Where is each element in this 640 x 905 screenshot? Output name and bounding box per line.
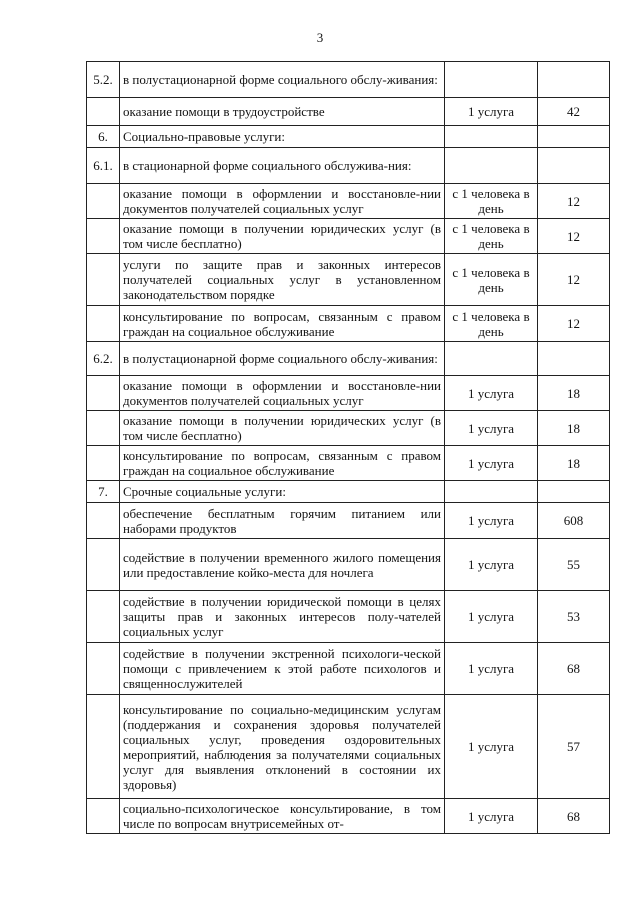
service-value: 608 (538, 503, 610, 539)
service-value: 42 (538, 98, 610, 126)
unit-of-service: 1 услуга (445, 503, 538, 539)
service-description: содействие в получении экстренной психологи-ческой помощи с привлечением к этой работе психологов и священнослужителей (120, 643, 445, 695)
row-number (87, 254, 120, 306)
service-value (538, 126, 610, 148)
row-number (87, 184, 120, 219)
unit-of-service: 1 услуга (445, 98, 538, 126)
unit-of-service: 1 услуга (445, 643, 538, 695)
table-row (87, 539, 610, 591)
unit-of-service: с 1 человека в день (445, 184, 538, 219)
row-number (87, 503, 120, 539)
service-value: 57 (538, 695, 610, 799)
row-number: 6.1. (87, 148, 120, 184)
service-value (538, 481, 610, 503)
table-row (87, 799, 610, 834)
unit-of-service (445, 481, 538, 503)
page-number: 3 (316, 30, 324, 45)
service-description: консультирование по вопросам, связанным с правом граждан на социальное обслуживание (120, 306, 445, 342)
unit-of-service (445, 62, 538, 98)
service-description: консультирование по вопросам, связанным с правом граждан на социальное обслуживание (120, 446, 445, 481)
service-description: в стационарной форме социального обслужива-ния: (120, 148, 445, 184)
table-row (87, 446, 610, 481)
row-number (87, 411, 120, 446)
service-description: оказание помощи в оформлении и восстановле-нии документов получателей социальных услуг (120, 376, 445, 411)
service-value: 68 (538, 643, 610, 695)
unit-of-service (445, 148, 538, 184)
row-number: 7. (87, 481, 120, 503)
table-row (87, 643, 610, 695)
service-value: 12 (538, 254, 610, 306)
service-description: в полустационарной форме социального обслу-живания: (120, 62, 445, 98)
unit-of-service (445, 126, 538, 148)
row-number (87, 539, 120, 591)
service-description: оказание помощи в получении юридических услуг (в том числе бесплатно) (120, 411, 445, 446)
service-description: услуги по защите прав и законных интересов получателей социальных услуг в установленном законодательством порядке (120, 254, 445, 306)
section-row (87, 62, 610, 98)
service-description: обеспечение бесплатным горячим питанием или наборами продуктов (120, 503, 445, 539)
table-row (87, 254, 610, 306)
service-value: 12 (538, 219, 610, 254)
section-row (87, 148, 610, 184)
service-description: Социально-правовые услуги: (120, 126, 445, 148)
unit-of-service: 1 услуга (445, 695, 538, 799)
row-number (87, 98, 120, 126)
services-table (86, 61, 610, 834)
service-description: оказание помощи в получении юридических услуг (в том числе бесплатно) (120, 219, 445, 254)
service-description: содействие в получении юридической помощи в целях защиты прав и законных интересов полу-чателей социальных услуг (120, 591, 445, 643)
service-value: 18 (538, 376, 610, 411)
unit-of-service: с 1 человека в день (445, 219, 538, 254)
section-row (87, 342, 610, 376)
row-number (87, 376, 120, 411)
row-number: 6.2. (87, 342, 120, 376)
service-description: оказание помощи в оформлении и восстановле-нии документов получателей социальных услуг (120, 184, 445, 219)
section-row (87, 126, 610, 148)
unit-of-service: 1 услуга (445, 799, 538, 834)
unit-of-service: с 1 человека в день (445, 254, 538, 306)
row-number (87, 799, 120, 834)
row-number: 5.2. (87, 62, 120, 98)
unit-of-service: с 1 человека в день (445, 306, 538, 342)
table-row (87, 591, 610, 643)
table-row (87, 503, 610, 539)
unit-of-service: 1 услуга (445, 591, 538, 643)
service-description: оказание помощи в трудоустройстве (120, 98, 445, 126)
service-description: консультирование по социально-медицинским услугам (поддержания и сохранения здоровья получателей социальных услуг, проведения оздоровительных мероприятий, наблюдения за получателями социальных услуг для выявления отклонений в состоянии их здоровья) (120, 695, 445, 799)
service-value: 12 (538, 184, 610, 219)
table-row (87, 219, 610, 254)
section-row (87, 481, 610, 503)
row-number: 6. (87, 126, 120, 148)
row-number (87, 446, 120, 481)
table-body (87, 62, 610, 834)
table-row (87, 411, 610, 446)
table-row (87, 306, 610, 342)
unit-of-service: 1 услуга (445, 539, 538, 591)
row-number (87, 643, 120, 695)
service-value: 53 (538, 591, 610, 643)
unit-of-service: 1 услуга (445, 376, 538, 411)
table-row (87, 376, 610, 411)
service-value (538, 62, 610, 98)
table-row (87, 184, 610, 219)
unit-of-service: 1 услуга (445, 446, 538, 481)
row-number (87, 306, 120, 342)
service-value (538, 148, 610, 184)
row-number (87, 695, 120, 799)
row-number (87, 219, 120, 254)
table-row (87, 98, 610, 126)
unit-of-service (445, 342, 538, 376)
row-number (87, 591, 120, 643)
service-description: в полустационарной форме социального обслу-живания: (120, 342, 445, 376)
service-description: содействие в получении временного жилого помещения или предоставление койко-места для ночлега (120, 539, 445, 591)
unit-of-service: 1 услуга (445, 411, 538, 446)
service-value: 55 (538, 539, 610, 591)
service-value: 68 (538, 799, 610, 834)
service-value: 18 (538, 446, 610, 481)
table-row (87, 695, 610, 799)
service-description: социально-психологическое консультирование, в том числе по вопросам внутрисемейных от- (120, 799, 445, 834)
service-value (538, 342, 610, 376)
service-description: Срочные социальные услуги: (120, 481, 445, 503)
service-value: 12 (538, 306, 610, 342)
service-value: 18 (538, 411, 610, 446)
